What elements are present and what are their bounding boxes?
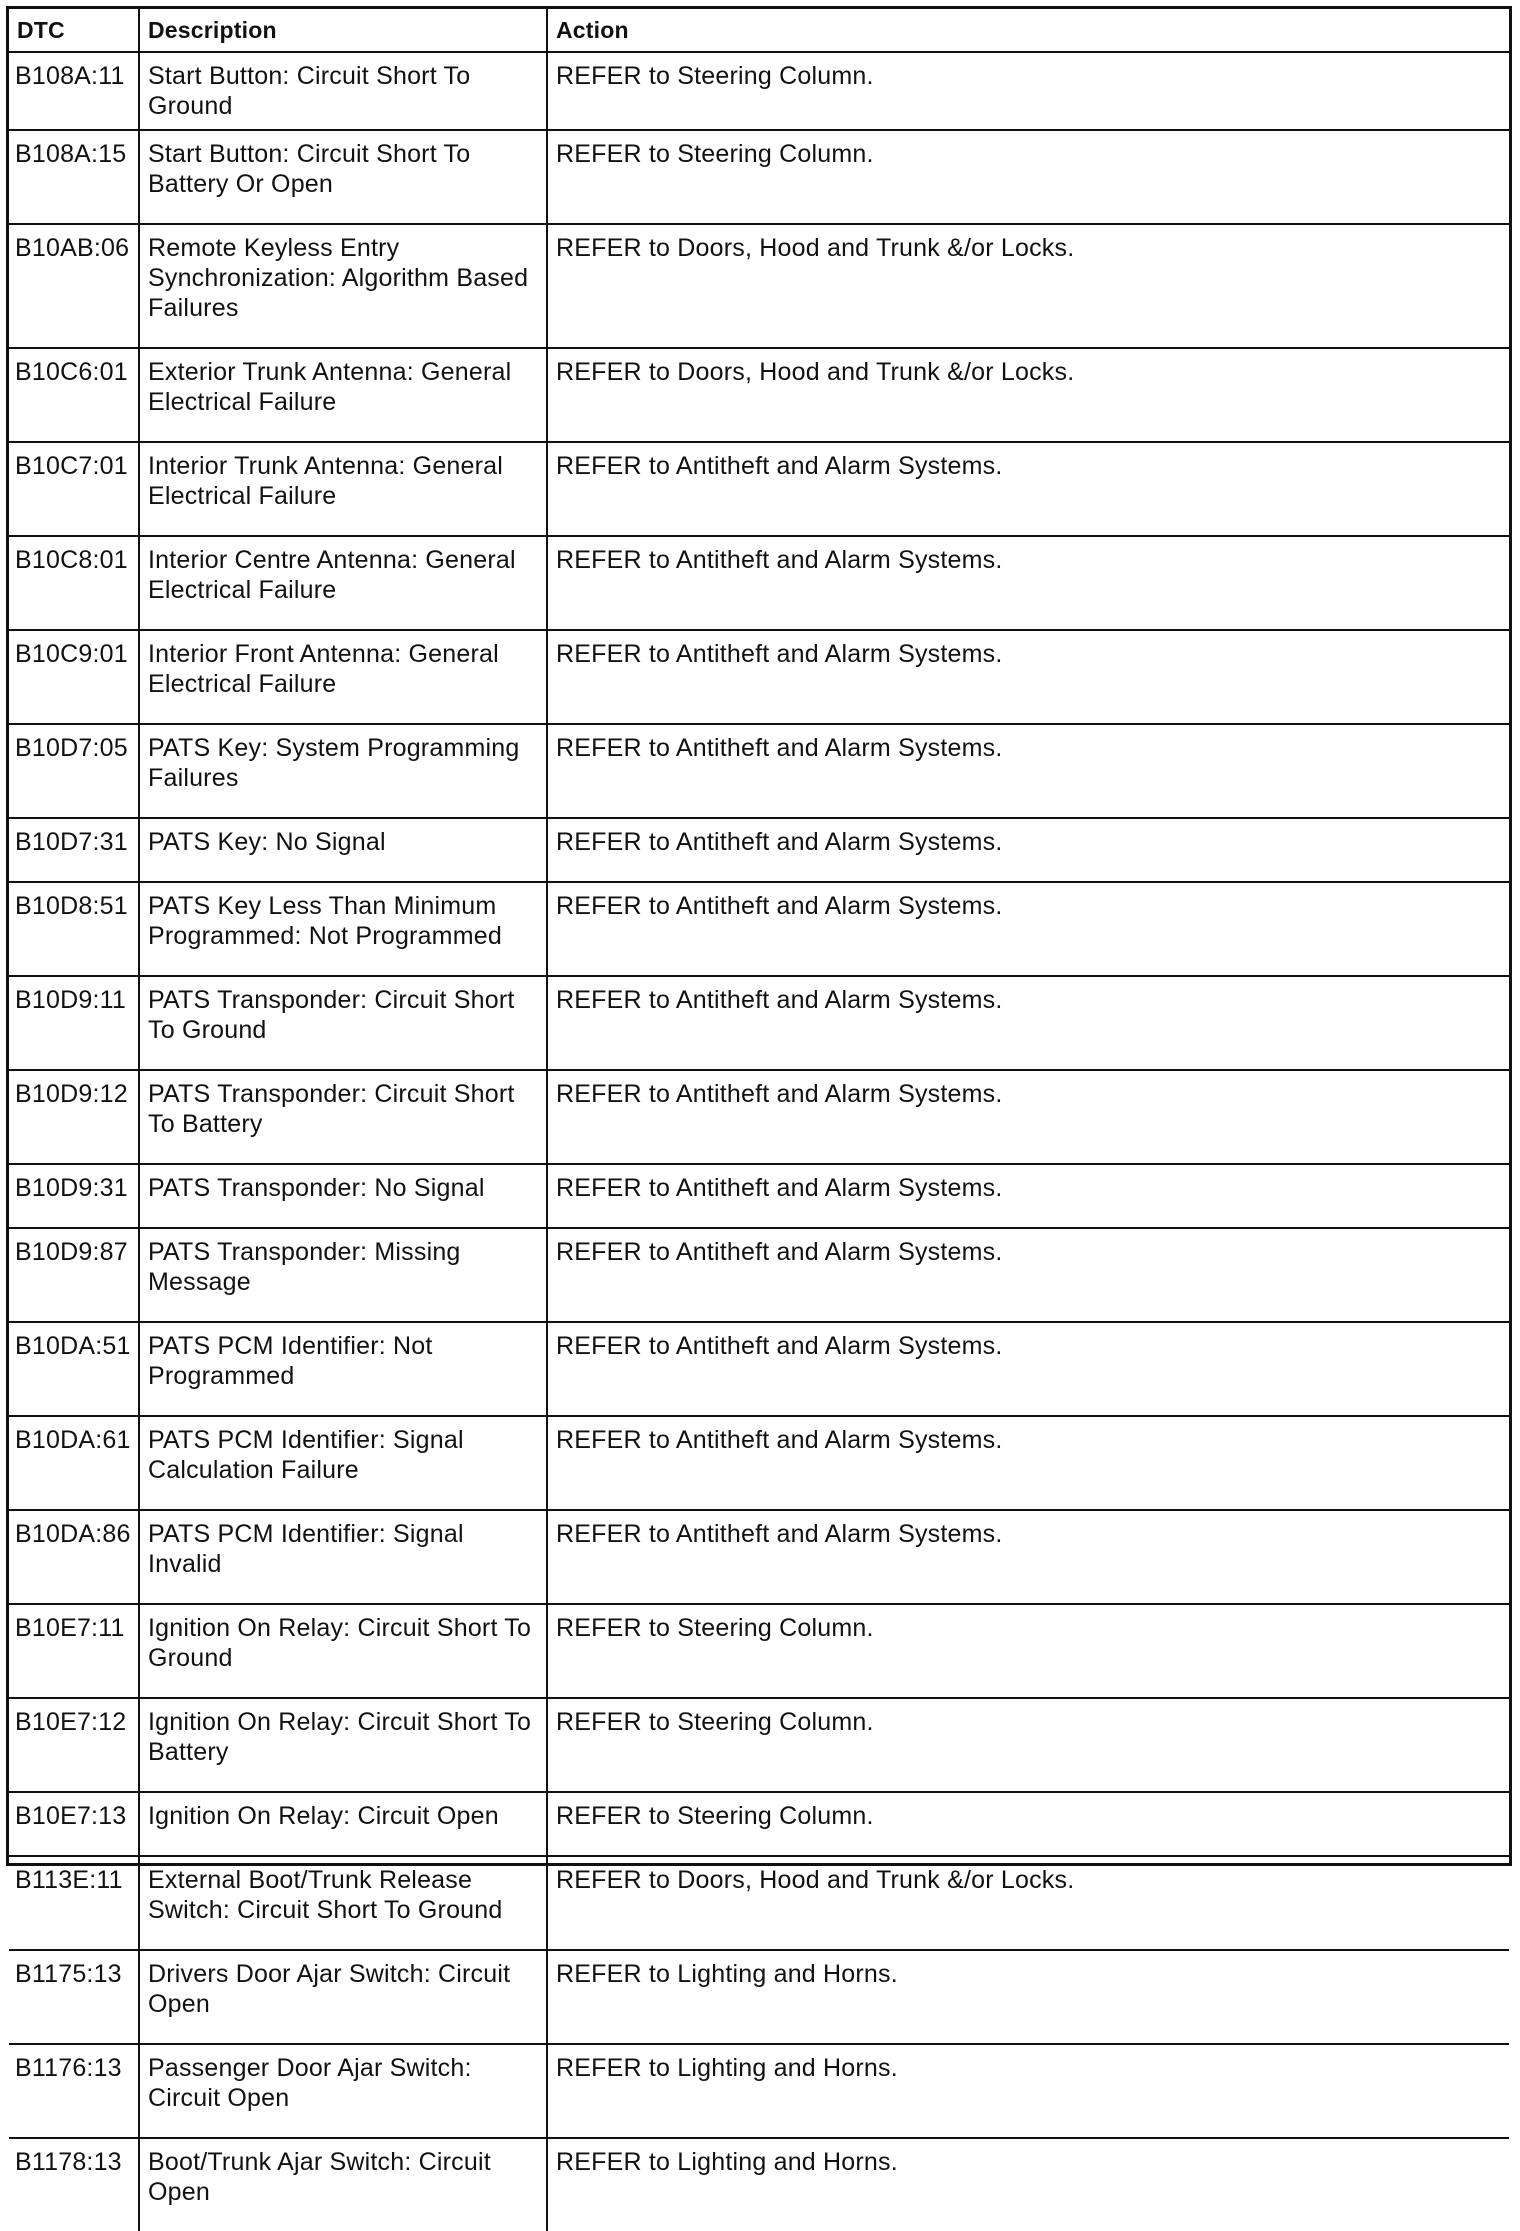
dtc-code: B10AB:06 [9,224,139,348]
dtc-code: B10E7:11 [9,1604,139,1698]
table-row [9,1070,1509,1164]
dtc-description: External Boot/Trunk Release Switch: Circuit Short To Ground [139,1856,547,1950]
dtc-code: B10E7:12 [9,1698,139,1792]
dtc-action: REFER to Antitheft and Alarm Systems. [547,976,1509,1070]
dtc-code: B10C7:01 [9,442,139,536]
table-row [9,224,1509,348]
table-row [9,130,1509,224]
dtc-code: B1178:13 [9,2138,139,2231]
dtc-code: B10C6:01 [9,348,139,442]
header-row [9,9,1509,52]
dtc-action: REFER to Antitheft and Alarm Systems. [547,1416,1509,1510]
dtc-description: Boot/Trunk Ajar Switch: Circuit Open [139,2138,547,2231]
dtc-code: B108A:11 [9,52,139,130]
dtc-action: REFER to Steering Column. [547,52,1509,130]
dtc-description: PATS Transponder: Circuit Short To Ground [139,976,547,1070]
dtc-description: Interior Centre Antenna: General Electrical Failure [139,536,547,630]
dtc-code: B10D9:31 [9,1164,139,1228]
dtc-action: REFER to Antitheft and Alarm Systems. [547,882,1509,976]
dtc-action: REFER to Antitheft and Alarm Systems. [547,818,1509,882]
dtc-code: B10D9:87 [9,1228,139,1322]
dtc-description: PATS PCM Identifier: Signal Calculation Failure [139,1416,547,1510]
table-row [9,52,1509,130]
table-row [9,1322,1509,1416]
dtc-description: Start Button: Circuit Short To Battery Or Open [139,130,547,224]
dtc-action: REFER to Lighting and Horns. [547,1950,1509,2044]
table-row [9,1604,1509,1698]
dtc-action: REFER to Steering Column. [547,1792,1509,1856]
dtc-description: Passenger Door Ajar Switch: Circuit Open [139,2044,547,2138]
dtc-code: B10D8:51 [9,882,139,976]
dtc-description: PATS Transponder: No Signal [139,1164,547,1228]
dtc-description: Exterior Trunk Antenna: General Electrical Failure [139,348,547,442]
dtc-description: Ignition On Relay: Circuit Open [139,1792,547,1856]
dtc-description: Drivers Door Ajar Switch: Circuit Open [139,1950,547,2044]
dtc-action: REFER to Doors, Hood and Trunk &/or Locks. [547,1856,1509,1950]
dtc-code: B10C9:01 [9,630,139,724]
dtc-code: B10DA:51 [9,1322,139,1416]
dtc-code: B1175:13 [9,1950,139,2044]
dtc-code: B10E7:13 [9,1792,139,1856]
dtc-code: B10C8:01 [9,536,139,630]
table-row [9,1228,1509,1322]
dtc-description: Ignition On Relay: Circuit Short To Ground [139,1604,547,1698]
dtc-description: PATS Transponder: Missing Message [139,1228,547,1322]
dtc-description: PATS PCM Identifier: Signal Invalid [139,1510,547,1604]
dtc-code: B113E:11 [9,1856,139,1950]
dtc-code: B1176:13 [9,2044,139,2138]
table-row [9,882,1509,976]
dtc-action: REFER to Antitheft and Alarm Systems. [547,1070,1509,1164]
dtc-code: B10D7:31 [9,818,139,882]
table-row [9,536,1509,630]
dtc-action: REFER to Antitheft and Alarm Systems. [547,724,1509,818]
dtc-description: PATS Key Less Than Minimum Programmed: Not Programmed [139,882,547,976]
dtc-description: PATS Key: No Signal [139,818,547,882]
dtc-code: B10DA:61 [9,1416,139,1510]
dtc-code: B10DA:86 [9,1510,139,1604]
dtc-action: REFER to Doors, Hood and Trunk &/or Locks. [547,224,1509,348]
header-description: Description [139,9,547,52]
dtc-action: REFER to Antitheft and Alarm Systems. [547,1322,1509,1416]
table-row [9,976,1509,1070]
header-dtc: DTC [9,9,139,52]
table-row [9,630,1509,724]
dtc-action: REFER to Steering Column. [547,1604,1509,1698]
dtc-code: B108A:15 [9,130,139,224]
dtc-code: B10D9:11 [9,976,139,1070]
dtc-action: REFER to Lighting and Horns. [547,2138,1509,2231]
table-row [9,1792,1509,1856]
table-row [9,1698,1509,1792]
dtc-action: REFER to Antitheft and Alarm Systems. [547,1164,1509,1228]
dtc-action: REFER to Steering Column. [547,130,1509,224]
table-row [9,1416,1509,1510]
dtc-description: PATS Key: System Programming Failures [139,724,547,818]
table-row [9,442,1509,536]
dtc-description: Ignition On Relay: Circuit Short To Battery [139,1698,547,1792]
table-row [9,1856,1509,1950]
table-row [9,724,1509,818]
table-row [9,1950,1509,2044]
table-row [9,1510,1509,1604]
dtc-description: Interior Front Antenna: General Electrical Failure [139,630,547,724]
dtc-action: REFER to Lighting and Horns. [547,2044,1509,2138]
dtc-action: REFER to Antitheft and Alarm Systems. [547,1510,1509,1604]
dtc-table [9,9,1509,2231]
dtc-description: Interior Trunk Antenna: General Electrical Failure [139,442,547,536]
table-row [9,1164,1509,1228]
dtc-action: REFER to Doors, Hood and Trunk &/or Locks. [547,348,1509,442]
table-row [9,818,1509,882]
dtc-code: B10D9:12 [9,1070,139,1164]
table-row [9,2138,1509,2231]
dtc-action: REFER to Antitheft and Alarm Systems. [547,442,1509,536]
table-row [9,348,1509,442]
dtc-description: Start Button: Circuit Short To Ground [139,52,547,130]
table-row [9,2044,1509,2138]
dtc-description: PATS Transponder: Circuit Short To Battery [139,1070,547,1164]
dtc-description: PATS PCM Identifier: Not Programmed [139,1322,547,1416]
header-action: Action [547,9,1509,52]
dtc-code: B10D7:05 [9,724,139,818]
dtc-table-container [6,6,1512,2206]
dtc-action: REFER to Antitheft and Alarm Systems. [547,1228,1509,1322]
dtc-description: Remote Keyless Entry Synchronization: Algorithm Based Failures [139,224,547,348]
dtc-action: REFER to Antitheft and Alarm Systems. [547,536,1509,630]
dtc-action: REFER to Steering Column. [547,1698,1509,1792]
dtc-action: REFER to Antitheft and Alarm Systems. [547,630,1509,724]
